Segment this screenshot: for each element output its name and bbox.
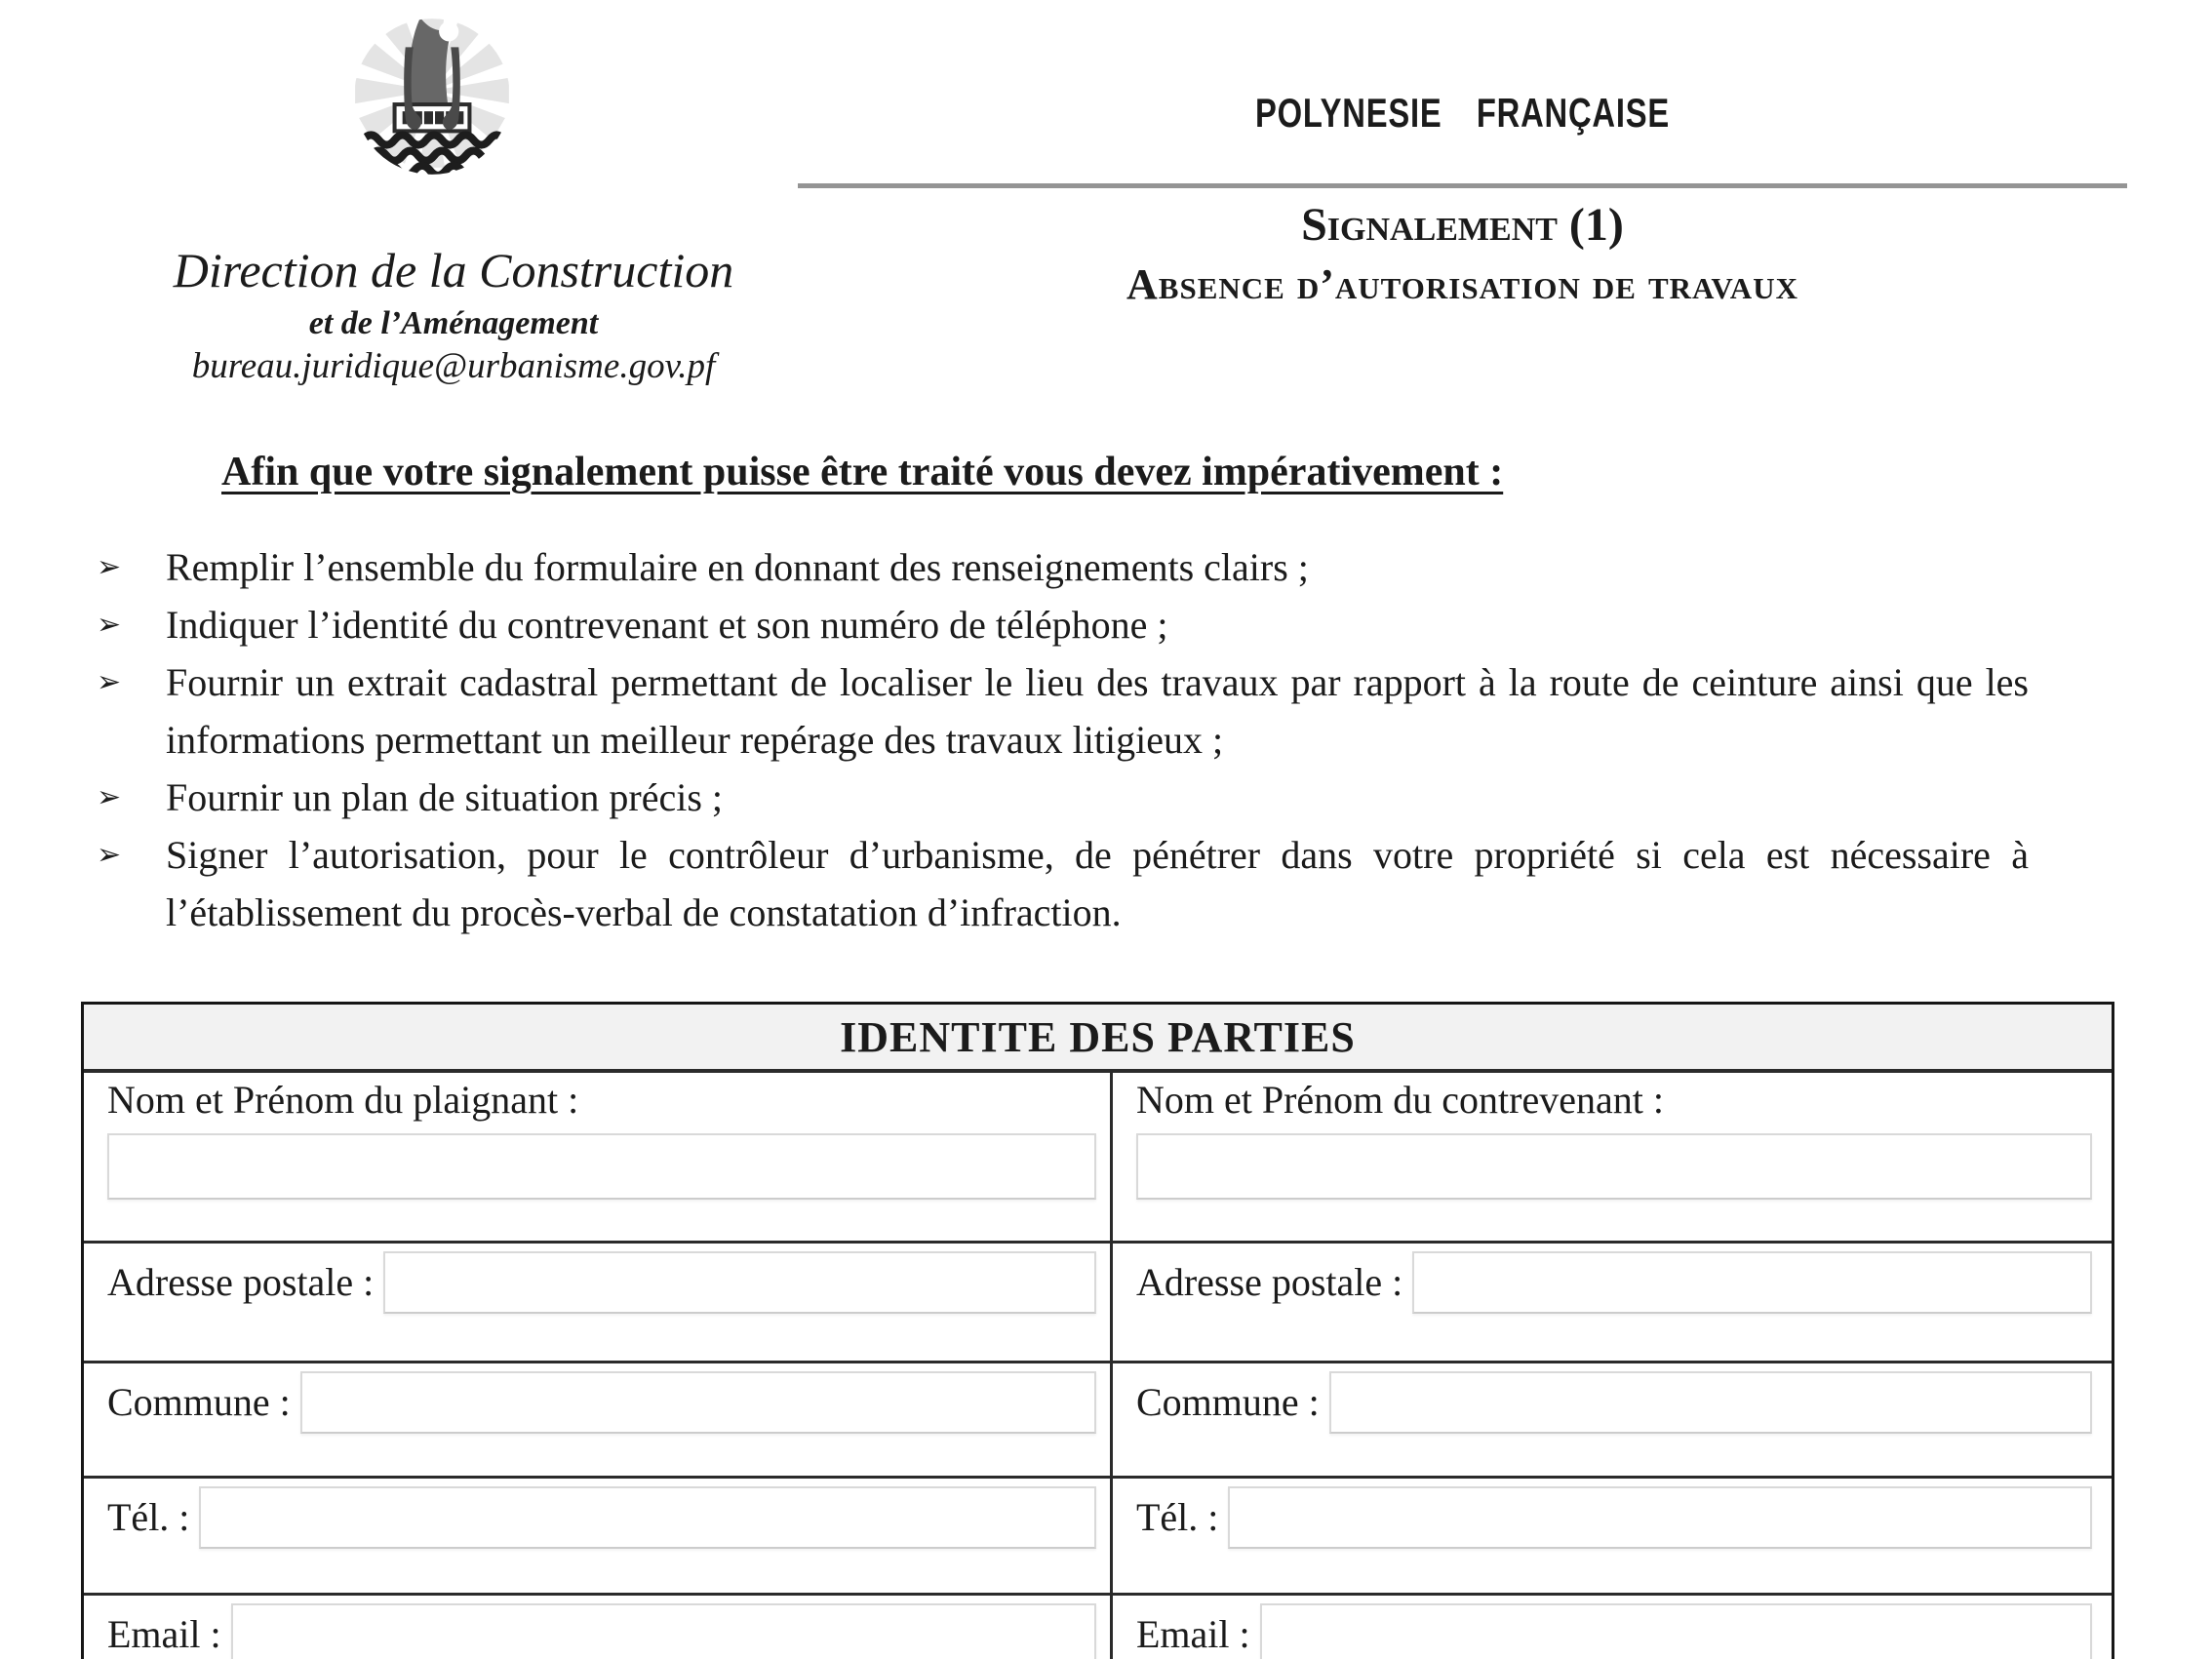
contrevenant-commune-row	[1113, 1361, 2112, 1476]
contrevenant-phone-label: Tél. :	[1135, 1495, 1219, 1539]
intro-heading: Afin que votre signalement puisse être traité vous devez impérativement :	[221, 450, 1504, 494]
instruction-item	[93, 538, 2029, 596]
contrevenant-name-row	[1113, 1073, 2112, 1241]
plaignant-commune-row	[84, 1361, 1110, 1476]
header-rule	[798, 183, 2127, 188]
instruction-item	[93, 826, 2029, 941]
arrow-bullet-icon: ➢	[97, 550, 122, 584]
plaignant-name-label: Nom et Prénom du plaignant :	[107, 1078, 579, 1122]
instructions-list	[93, 538, 2029, 941]
plaignant-address-input[interactable]	[383, 1251, 1096, 1314]
contrevenant-address-label: Adresse postale :	[1135, 1260, 1403, 1304]
contrevenant-column	[1110, 1073, 2112, 1659]
plaignant-email-row	[84, 1593, 1110, 1659]
instruction-text: Fournir un extrait cadastral permettant de localiser le lieu des travaux par rapport à la route de ceinture ainsi que les informations permettant un meilleur repérage des travaux litigieux ;	[166, 660, 2029, 762]
plaignant-phone-input[interactable]	[199, 1486, 1096, 1549]
contrevenant-phone-input[interactable]	[1228, 1486, 2092, 1549]
contrevenant-commune-label: Commune :	[1135, 1380, 1320, 1424]
org-name-secondary: et de l’Aménagement	[308, 305, 599, 341]
instruction-text: Fournir un plan de situation précis ;	[166, 775, 724, 819]
plaignant-email-label: Email :	[107, 1612, 221, 1656]
identity-table-body	[84, 1073, 2112, 1659]
doc-subtitle: Absence d’autorisation de travaux	[1126, 260, 1798, 308]
plaignant-column	[84, 1073, 1110, 1659]
contrevenant-name-input[interactable]	[1136, 1133, 2092, 1200]
polynesie-emblem-logo	[351, 10, 513, 185]
plaignant-commune-label: Commune :	[107, 1380, 291, 1424]
plaignant-address-label: Adresse postale :	[107, 1260, 375, 1304]
instruction-item	[93, 769, 2029, 826]
arrow-bullet-icon: ➢	[97, 838, 122, 872]
contrevenant-commune-input[interactable]	[1329, 1371, 2092, 1434]
org-email: bureau.juridique@urbanisme.gov.pf	[191, 346, 716, 386]
identity-table	[81, 1002, 2114, 1659]
arrow-bullet-icon: ➢	[97, 665, 122, 699]
contrevenant-phone-row	[1113, 1476, 2112, 1593]
contrevenant-email-row	[1113, 1593, 2112, 1659]
contrevenant-name-label: Nom et Prénom du contrevenant :	[1135, 1078, 1664, 1122]
plaignant-phone-label: Tél. :	[107, 1495, 190, 1539]
arrow-bullet-icon: ➢	[97, 780, 122, 814]
org-name: Direction de la Construction	[173, 243, 734, 297]
plaignant-phone-row	[84, 1476, 1110, 1593]
plaignant-name-input[interactable]	[107, 1133, 1096, 1200]
instruction-text: Remplir l’ensemble du formulaire en donnant des renseignements clairs ;	[166, 545, 1309, 589]
arrow-bullet-icon: ➢	[97, 608, 122, 642]
identity-table-title: IDENTITE DES PARTIES	[84, 1005, 2112, 1073]
plaignant-email-input[interactable]	[231, 1603, 1096, 1659]
contrevenant-email-input[interactable]	[1260, 1603, 2092, 1659]
instruction-text: Indiquer l’identité du contrevenant et son numéro de téléphone ;	[166, 603, 1168, 647]
contrevenant-address-row	[1113, 1241, 2112, 1361]
territory-title: POLYNESIE FRANÇAISE	[1254, 90, 1671, 136]
instruction-item	[93, 596, 2029, 653]
plaignant-address-row	[84, 1241, 1110, 1361]
plaignant-name-row	[84, 1073, 1110, 1241]
instruction-item	[93, 653, 2029, 769]
contrevenant-email-label: Email :	[1135, 1612, 1250, 1656]
contrevenant-address-input[interactable]	[1412, 1251, 2092, 1314]
doc-title: Signalement (1)	[1301, 199, 1624, 251]
plaignant-commune-input[interactable]	[300, 1371, 1096, 1434]
instruction-text: Signer l’autorisation, pour le contrôleur d’urbanisme, de pénétrer dans votre propriété si cela est nécessaire à l’établissement du procès-verbal de constatation d’infraction.	[166, 833, 2029, 934]
